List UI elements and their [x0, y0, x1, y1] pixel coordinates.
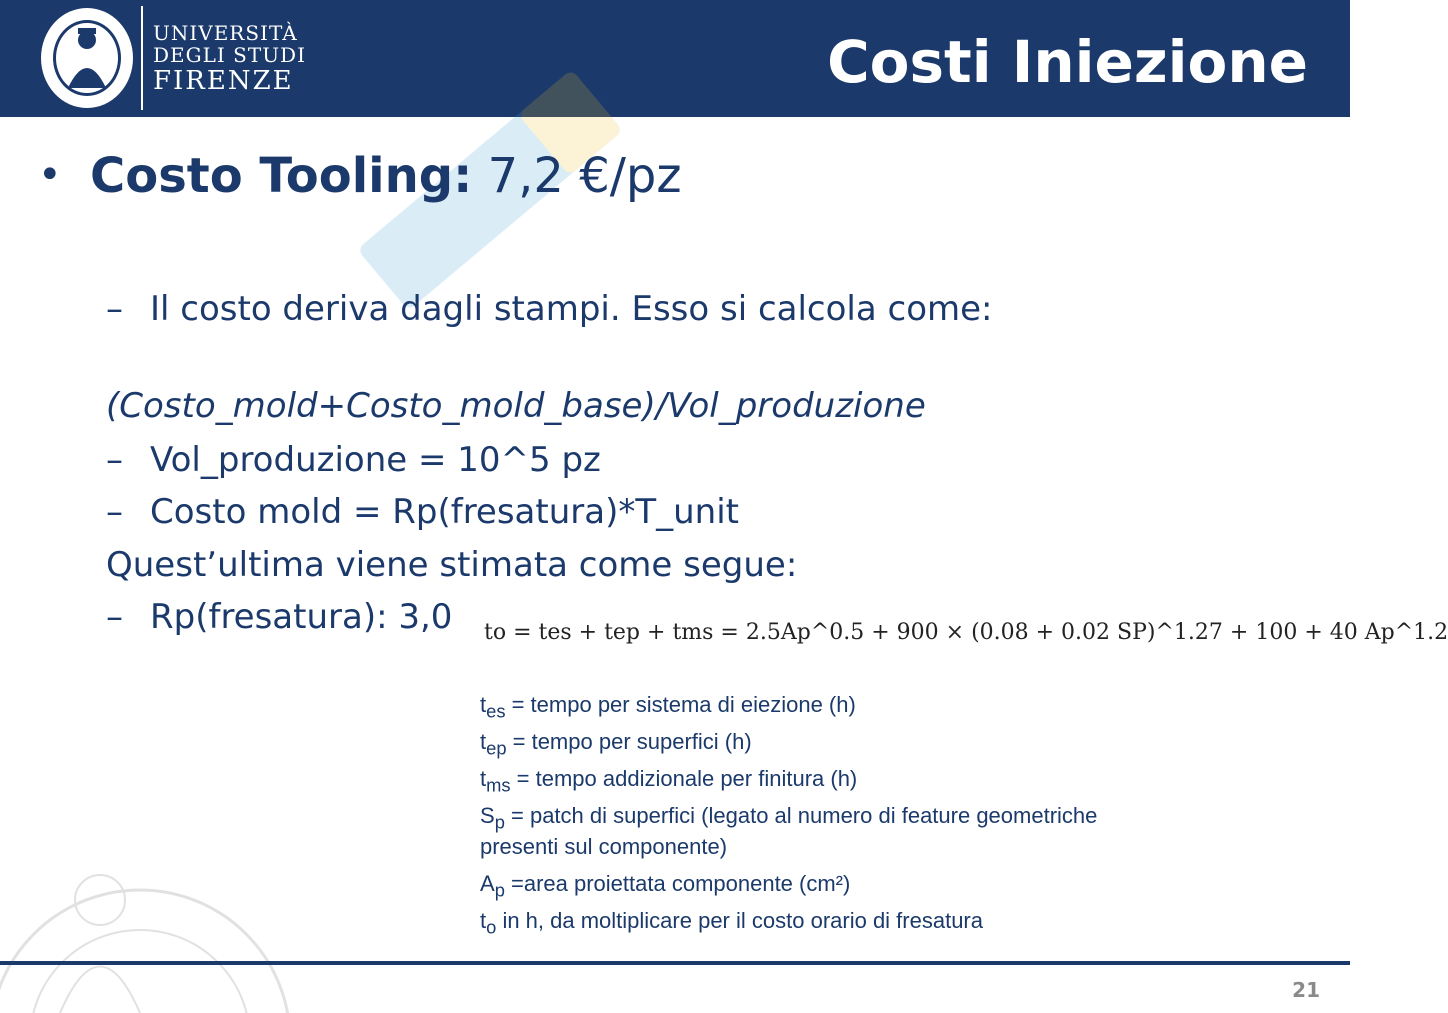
- sub-bullet-1: [106, 289, 993, 329]
- university-seal-icon: [38, 6, 136, 110]
- dash: –: [106, 597, 123, 637]
- university-line-2: DEGLI STUDI: [153, 43, 306, 67]
- sub-bullet-4-text: Rp(fresatura): 3,0: [150, 597, 453, 637]
- def-symbol: S: [480, 803, 495, 828]
- page-number: 21: [1292, 978, 1320, 1002]
- definition-tms: [480, 766, 857, 796]
- background-seal-icon: [0, 840, 280, 1013]
- definition-tes: [480, 692, 856, 722]
- def-text: =area proiettata componente (cm²): [504, 871, 851, 896]
- bullet-dot: •: [38, 152, 62, 198]
- sub-bullet-2: [106, 440, 601, 480]
- sub-bullet-4: [106, 597, 452, 637]
- definition-to: [480, 908, 983, 938]
- university-name: [153, 22, 306, 96]
- def-symbol: t: [480, 729, 487, 754]
- definition-sp: [480, 803, 1097, 833]
- formula-text: (Costo_mold+Costo_mold_base)/Vol_produzione: [106, 386, 926, 426]
- dash: –: [106, 492, 123, 532]
- def-subscript: p: [494, 879, 505, 901]
- dash: –: [106, 289, 123, 329]
- sub-bullet-3: [106, 492, 739, 532]
- equation-lhs: to = tes + tep + tms =: [484, 620, 746, 645]
- def-symbol: t: [480, 908, 487, 933]
- def-subscript: es: [486, 700, 506, 722]
- header-divider: [141, 6, 143, 110]
- def-symbol: A: [480, 871, 495, 896]
- bullet-value: 7,2 €/pz: [472, 148, 682, 204]
- def-text: in h, da moltiplicare per il costo orario di fresatura: [496, 908, 983, 933]
- def-text: = tempo addizionale per finitura (h): [510, 766, 858, 791]
- tooling-time-equation: [484, 620, 1448, 645]
- slide-title: Costi Iniezione: [827, 28, 1308, 96]
- dash: –: [106, 440, 123, 480]
- def-text: = tempo per sistema di eiezione (h): [505, 692, 856, 717]
- plain-line: Quest’ultima viene stimata come segue:: [106, 545, 798, 585]
- header-bar: [0, 0, 1350, 117]
- definition-sp-continued: [480, 834, 727, 860]
- def-subscript: p: [494, 811, 505, 833]
- footer-rule: [0, 961, 1350, 965]
- bullet-costo-tooling: [38, 148, 682, 204]
- def-symbol: t: [480, 766, 487, 791]
- university-line-1: UNIVERSITÀ: [153, 21, 298, 45]
- sub-bullet-2-text: Vol_produzione = 10^5 pz: [150, 440, 601, 480]
- def-text: presenti sul componente): [480, 834, 728, 859]
- definition-ap: [480, 871, 850, 901]
- def-subscript: ep: [486, 737, 507, 759]
- sub-bullet-3-text: Costo mold = Rp(fresatura)*T_unit: [150, 492, 739, 532]
- def-text: = patch di superfici (legato al numero di feature geometriche: [504, 803, 1098, 828]
- def-subscript: ms: [486, 774, 511, 796]
- def-subscript: o: [486, 916, 497, 938]
- equation-rhs: 2.5Ap^0.5 + 900 × (0.08 + 0.02 SP)^1.27 + 100 + 40 Ap^1.2: [745, 620, 1448, 645]
- university-line-3: FIRENZE: [153, 66, 294, 96]
- definition-tep: [480, 729, 752, 759]
- formula-image: [476, 614, 1448, 944]
- def-text: = tempo per superfici (h): [506, 729, 752, 754]
- def-symbol: t: [480, 692, 487, 717]
- sub-bullet-1-text: Il costo deriva dagli stampi. Esso si calcola come:: [150, 289, 993, 329]
- bullet-label: Costo Tooling:: [90, 148, 473, 204]
